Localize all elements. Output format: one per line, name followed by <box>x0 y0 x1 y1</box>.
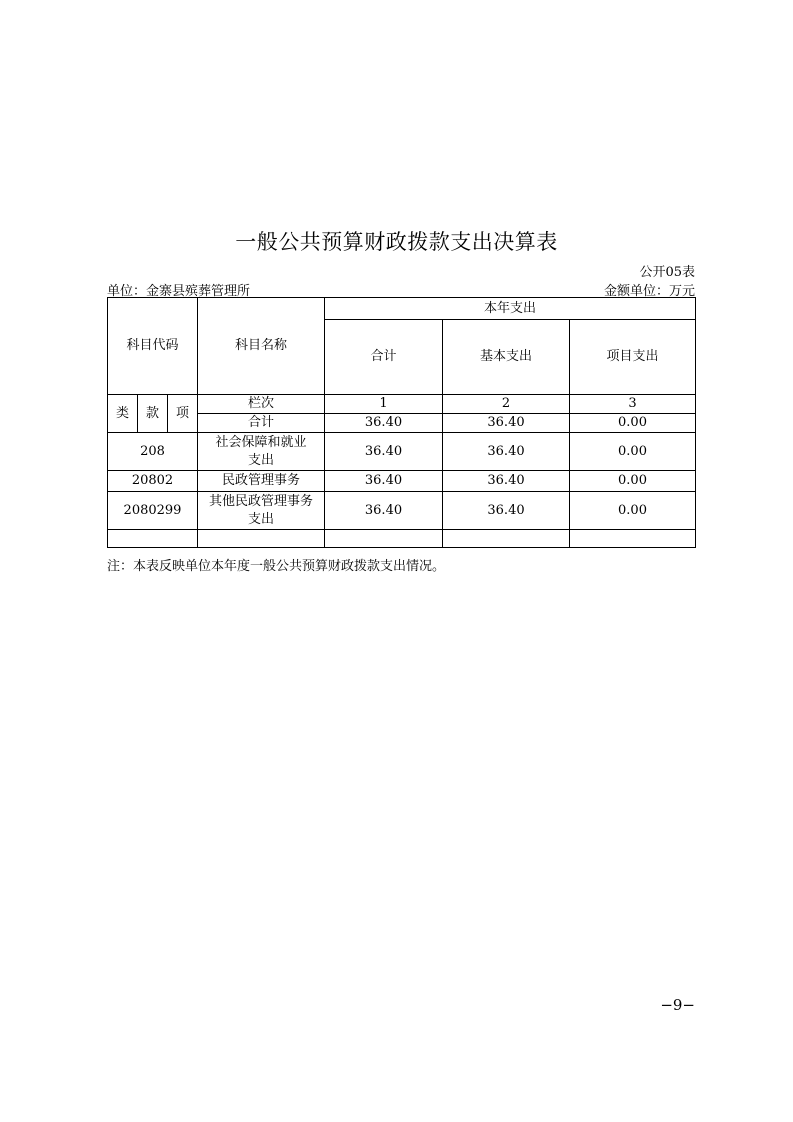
row-total: 36.40 <box>325 492 443 530</box>
row-basic: 36.40 <box>443 471 570 492</box>
row-name: 社会保障和就业 支出 <box>198 433 325 471</box>
empty-row <box>108 530 696 548</box>
table-row <box>108 433 696 471</box>
empty-cell <box>108 530 198 548</box>
row-project: 0.00 <box>570 471 696 492</box>
column-no-header: 栏次 <box>198 395 325 414</box>
total-header: 合计 <box>325 320 443 395</box>
page-number: −9− <box>660 996 695 1014</box>
subject-name-header: 科目名称 <box>198 298 325 395</box>
empty-cell <box>443 530 570 548</box>
budget-table <box>107 297 696 548</box>
footnote: 注：本表反映单位本年度一般公共预算财政拨款支出情况。 <box>107 559 446 574</box>
row-basic: 36.40 <box>443 492 570 530</box>
col2-number: 2 <box>443 395 570 414</box>
total-row-total: 36.40 <box>325 414 443 433</box>
row-code: 20802 <box>108 471 198 492</box>
form-number: 公开05表 <box>639 265 695 280</box>
col3-number: 3 <box>570 395 696 414</box>
basic-header: 基本支出 <box>443 320 570 395</box>
subject-code-header: 科目代码 <box>108 298 198 395</box>
table-row <box>108 492 696 530</box>
unit-label: 单位：金寨县殡葬管理所 <box>107 284 251 299</box>
row-code: 2080299 <box>108 492 198 530</box>
row-name: 民政管理事务 <box>198 471 325 492</box>
total-row-basic: 36.40 <box>443 414 570 433</box>
row-name: 其他民政管理事务 支出 <box>198 492 325 530</box>
col1-number: 1 <box>325 395 443 414</box>
row-basic: 36.40 <box>443 433 570 471</box>
category-header: 类 <box>108 395 138 433</box>
empty-cell <box>198 530 325 548</box>
total-row-label: 合计 <box>198 414 325 433</box>
empty-cell <box>570 530 696 548</box>
total-row-project: 0.00 <box>570 414 696 433</box>
row-code: 208 <box>108 433 198 471</box>
empty-cell <box>325 530 443 548</box>
row-project: 0.00 <box>570 433 696 471</box>
item-header: 项 <box>168 395 198 433</box>
row-total: 36.40 <box>325 433 443 471</box>
table-row <box>108 471 696 492</box>
amount-unit: 金额单位：万元 <box>603 284 695 299</box>
row-total: 36.40 <box>325 471 443 492</box>
project-header: 项目支出 <box>570 320 696 395</box>
page-title: 一般公共预算财政拨款支出决算表 <box>235 230 558 254</box>
section-header: 款 <box>138 395 168 433</box>
current-year-header: 本年支出 <box>325 298 696 320</box>
row-project: 0.00 <box>570 492 696 530</box>
